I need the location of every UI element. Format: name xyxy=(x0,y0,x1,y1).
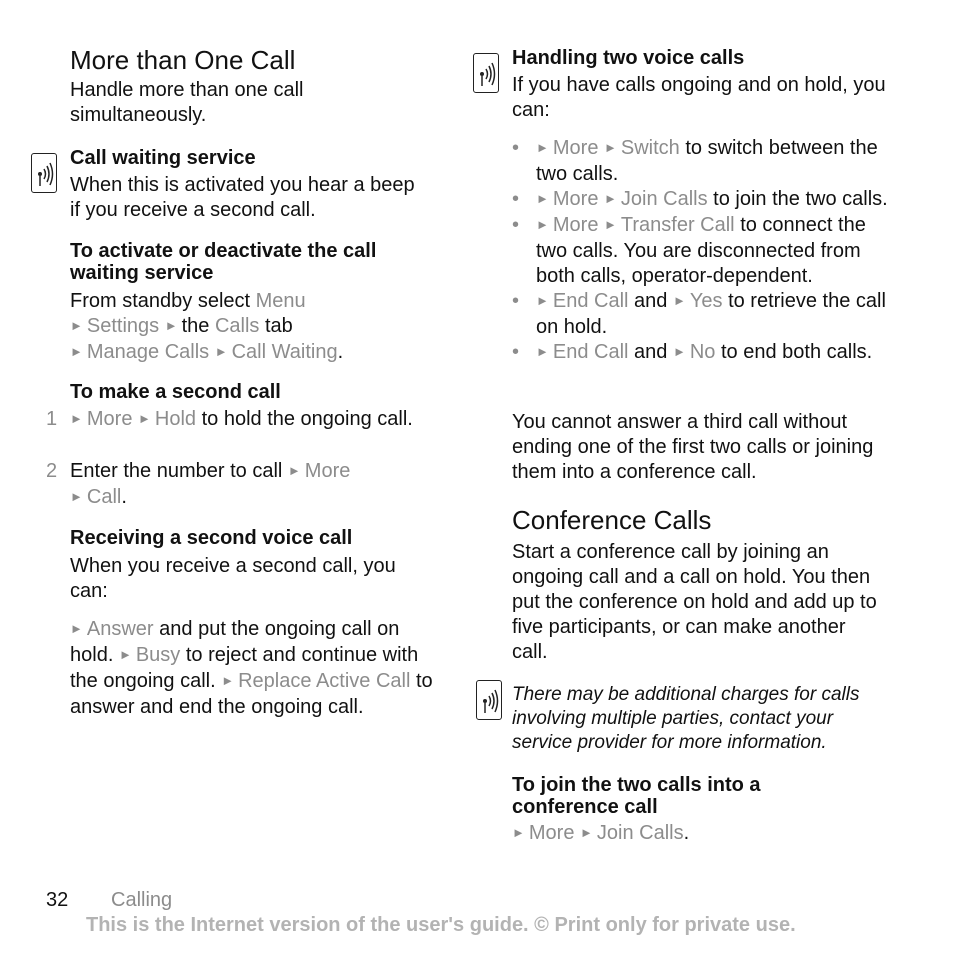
list-item xyxy=(512,213,897,289)
step-number: 1 xyxy=(46,408,58,430)
receiving-text: When you receive a second call, you can: xyxy=(70,555,396,602)
network-service-icon xyxy=(476,680,502,720)
network-service-icon xyxy=(473,53,499,93)
replace-text: to answer and end the ongoing call. xyxy=(70,670,433,718)
conference-text: Start a conference call by joining an ongoing call and a call on hold. You then put the conference on hold and add up to five participants, or can make another call. xyxy=(512,541,877,663)
join-heading: To join the two calls into a conference call xyxy=(512,774,761,818)
step-1-text xyxy=(70,407,430,433)
internet-version-note: This is the Internet version of the user's guide. © Print only for private use. xyxy=(86,914,796,936)
menu-item-join-calls: Join Calls xyxy=(620,188,708,210)
arrow-icon: ► xyxy=(604,140,617,155)
menu-item-transfer-call: Transfer Call xyxy=(620,214,735,236)
option-text: to switch between the two calls. xyxy=(536,137,878,185)
step-number: 2 xyxy=(46,460,58,482)
page-title: More than One Call xyxy=(70,45,296,75)
network-service-icon xyxy=(31,153,57,193)
menu-item-calls: Calls xyxy=(214,315,260,337)
step-2-description: Enter the number to call xyxy=(70,460,283,482)
menu-item-call: Call xyxy=(86,486,122,508)
list-item xyxy=(512,187,897,213)
activate-heading: To activate or deactivate the call waiting service xyxy=(70,240,377,284)
menu-item-more: More xyxy=(528,822,575,844)
step-2 xyxy=(46,459,430,511)
handling-heading: Handling two voice calls xyxy=(512,47,745,69)
tab-text: tab xyxy=(264,315,293,337)
step-1 xyxy=(46,407,430,433)
period: . xyxy=(683,822,690,844)
menu-item-yes: Yes xyxy=(689,290,723,312)
arrow-icon: ► xyxy=(580,825,593,840)
bullet: • xyxy=(512,290,520,312)
second-call-heading: To make a second call xyxy=(70,381,281,403)
and-text: and xyxy=(634,341,668,363)
menu-item-no: No xyxy=(689,341,716,363)
menu-item-more: More xyxy=(552,188,599,210)
arrow-icon: ► xyxy=(604,217,617,232)
menu-item-end-call: End Call xyxy=(552,290,629,312)
menu-item-call-waiting: Call Waiting xyxy=(231,341,338,363)
from-standby-text: From standby select xyxy=(70,290,251,312)
handling-options-list xyxy=(512,136,897,366)
menu-item-answer: Answer xyxy=(86,618,154,640)
bullet: • xyxy=(512,341,520,363)
arrow-icon: ► xyxy=(536,344,549,359)
bullet: • xyxy=(512,137,520,159)
arrow-icon: ► xyxy=(118,647,132,662)
arrow-icon: ► xyxy=(221,673,235,688)
list-item xyxy=(512,340,897,366)
arrow-icon: ► xyxy=(512,825,525,840)
answer-text: and put the ongoing call on hold. xyxy=(70,618,400,666)
menu-item-more: More xyxy=(552,137,599,159)
step-2-text xyxy=(70,459,430,511)
period: . xyxy=(337,341,344,363)
handling-text: If you have calls ongoing and on hold, you can: xyxy=(512,74,886,121)
receiving-heading: Receiving a second voice call xyxy=(70,527,353,549)
arrow-icon: ► xyxy=(672,344,686,359)
arrow-icon: ► xyxy=(214,344,228,359)
menu-item-busy: Busy xyxy=(135,644,181,666)
arrow-icon: ► xyxy=(536,217,549,232)
arrow-icon: ► xyxy=(70,621,83,636)
conference-title: Conference Calls xyxy=(512,505,712,535)
arrow-icon: ► xyxy=(70,411,83,426)
arrow-icon: ► xyxy=(287,463,301,478)
third-call-text: You cannot answer a third call without ending one of the first two calls or joining them into a conference call. xyxy=(512,411,874,483)
menu-item-hold: Hold xyxy=(154,408,197,430)
menu-item-more: More xyxy=(86,408,133,430)
step-1-description: to hold the ongoing call. xyxy=(201,408,413,430)
arrow-icon: ► xyxy=(672,293,686,308)
and-text: and xyxy=(634,290,668,312)
menu-item-menu: Menu xyxy=(255,290,306,312)
receiving-options xyxy=(70,617,440,720)
bullet: • xyxy=(512,214,520,236)
page-number: 32 xyxy=(46,889,69,911)
menu-item-manage-calls: Manage Calls xyxy=(86,341,210,363)
menu-item-settings: Settings xyxy=(86,315,160,337)
list-item xyxy=(512,289,897,340)
option-text: to retrieve the call on hold. xyxy=(536,290,886,338)
arrow-icon: ► xyxy=(70,489,83,504)
arrow-icon: ► xyxy=(70,318,83,333)
menu-item-join-calls: Join Calls xyxy=(596,822,684,844)
arrow-icon: ► xyxy=(138,411,151,426)
waiting-heading: Call waiting service xyxy=(70,147,256,169)
intro-text: Handle more than one call simultaneously. xyxy=(70,79,304,126)
busy-text: to reject and continue with the ongoing call. xyxy=(70,644,419,692)
waiting-text: When this is activated you hear a beep if you receive a second call. xyxy=(70,174,415,221)
arrow-icon: ► xyxy=(70,344,83,359)
arrow-icon: ► xyxy=(536,293,549,308)
arrow-icon: ► xyxy=(604,191,617,206)
join-path xyxy=(512,821,897,847)
menu-item-more: More xyxy=(552,214,599,236)
option-text: to end both calls. xyxy=(721,341,873,363)
period: . xyxy=(121,486,127,508)
the-text: the xyxy=(181,315,210,337)
option-text: to join the two calls. xyxy=(713,188,888,210)
menu-item-end-call: End Call xyxy=(552,341,629,363)
arrow-icon: ► xyxy=(164,318,178,333)
menu-item-more: More xyxy=(304,460,351,482)
arrow-icon: ► xyxy=(536,140,549,155)
list-item xyxy=(512,136,897,187)
option-text: to connect the two calls. You are disconnected from both calls, operator-dependent. xyxy=(536,214,866,287)
arrow-icon: ► xyxy=(536,191,549,206)
activate-path xyxy=(70,289,430,366)
menu-item-switch: Switch xyxy=(620,137,680,159)
menu-item-replace-active-call: Replace Active Call xyxy=(238,670,411,692)
charges-note: There may be additional charges for calls involving multiple parties, contact your service provider for more information. xyxy=(512,684,860,753)
section-name: Calling xyxy=(111,889,173,911)
bullet: • xyxy=(512,188,520,210)
